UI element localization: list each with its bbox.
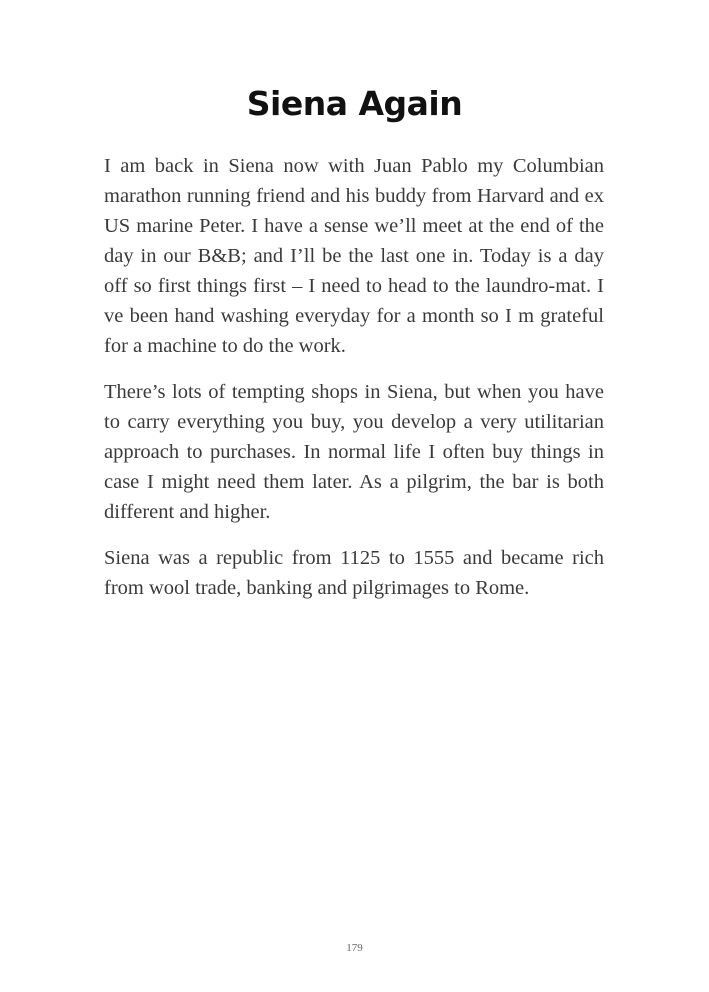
paragraph-2: There’s lots of tempting shops in Siena, but when you have to carry everything you buy, you develop a very utilitarian approach to purchases. In normal life I often buy things in case I might need them later. As a pilgrim, the bar is both different and higher.: [104, 381, 604, 523]
chapter-body: [104, 151, 604, 619]
paragraph-1: I am back in Siena now with Juan Pablo my Columbian marathon running friend and his buddy from Harvard and ex US marine Peter. I have a sense we’ll meet at the end of the day in our B&B; and I’ll be the last one in. Today is a day off so first things first – I need to head to the laundro-mat. I ve been hand washing everyday for a month so I m grateful for a machine to do the work.: [104, 155, 604, 357]
page-number: 179: [346, 942, 363, 954]
chapter-title: Siena Again: [246, 84, 463, 123]
paragraph-3: Siena was a republic from 1125 to 1555 and became rich from wool trade, banking and pilgrimages to Rome.: [104, 547, 604, 599]
